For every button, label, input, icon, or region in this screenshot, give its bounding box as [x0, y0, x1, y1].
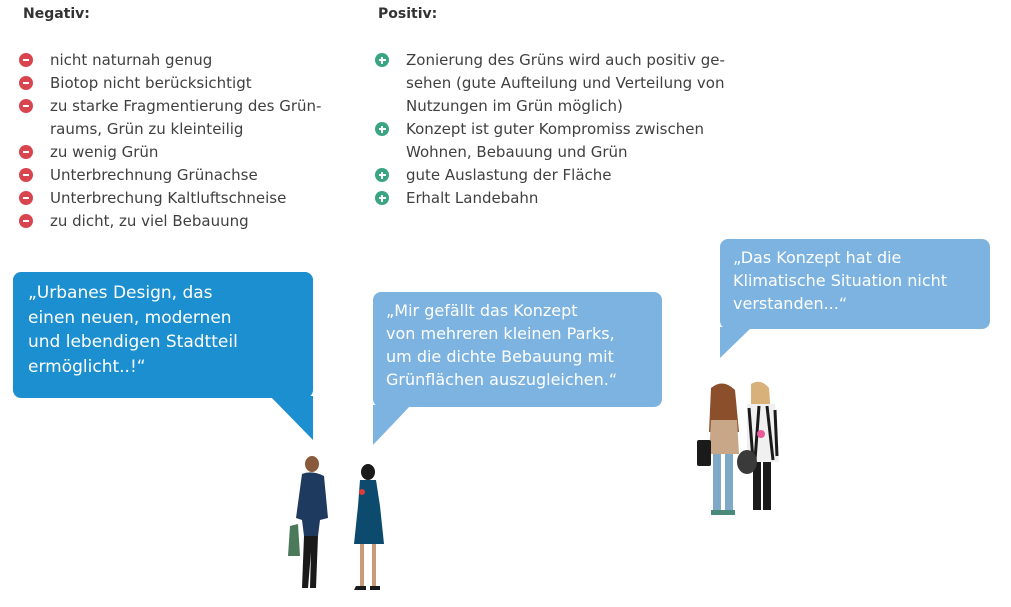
- list-item: Biotop nicht berücksichtigt: [19, 72, 349, 95]
- speech-bubble-tail: [270, 396, 315, 441]
- speech-bubble-tail: [373, 405, 413, 447]
- plus-icon: [375, 168, 389, 182]
- quote-text: „Urbanes Design, das einen neuen, modernen und lebendigen Stadtteil ermöglicht..!“: [28, 283, 238, 377]
- list-item: Erhalt Landebahn: [375, 187, 735, 210]
- minus-icon: [19, 76, 33, 90]
- list-item: gute Auslastung der Fläche: [375, 164, 735, 187]
- list-item: Unterbrechung Kaltluftschneise: [19, 187, 349, 210]
- woman-figure: [354, 464, 384, 590]
- man-figure: [288, 456, 328, 588]
- quote-text: „Das Konzept hat die Klimatische Situation nicht verstanden...“: [733, 248, 948, 313]
- positiv-heading: Positiv:: [378, 6, 438, 22]
- list-item: zu wenig Grün: [19, 141, 349, 164]
- minus-icon: [19, 145, 33, 159]
- negativ-list: [19, 49, 349, 233]
- speech-bubble-parks: [373, 292, 662, 407]
- list-item: Unterbrechnung Grünachse: [19, 164, 349, 187]
- positiv-list: [375, 49, 735, 210]
- quote-text: „Mir gefällt das Konzept von mehreren kleinen Parks, um die dichte Bebauung mit Grünflächen auszugleichen.“: [386, 301, 618, 389]
- list-item: zu starke Fragmentierung des Grün- raums, Grün zu kleinteilig: [19, 95, 349, 141]
- people-illustration-right: [695, 380, 790, 520]
- speech-bubble-urbanes-design: [13, 272, 313, 398]
- list-item: zu dicht, zu viel Bebauung: [19, 210, 349, 233]
- plus-icon: [375, 191, 389, 205]
- woman-blonde-hair-figure: [737, 382, 779, 510]
- people-illustration-center: [280, 452, 400, 594]
- speech-bubble-tail: [720, 327, 754, 361]
- plus-icon: [375, 122, 389, 136]
- minus-icon: [19, 191, 33, 205]
- list-item: Zonierung des Grüns wird auch positiv ge- sehen (gute Aufteilung und Verteilung von Nutzungen im Grün möglich): [375, 49, 735, 118]
- negativ-heading: Negativ:: [23, 6, 90, 22]
- minus-icon: [19, 53, 33, 67]
- speech-bubble-klima: [720, 239, 990, 329]
- minus-icon: [19, 168, 33, 182]
- list-item: Konzept ist guter Kompromiss zwischen Wohnen, Bebauung und Grün: [375, 118, 735, 164]
- plus-icon: [375, 53, 389, 67]
- woman-brown-hair-figure: [697, 383, 739, 515]
- list-item: nicht naturnah genug: [19, 49, 349, 72]
- minus-icon: [19, 99, 33, 113]
- minus-icon: [19, 214, 33, 228]
